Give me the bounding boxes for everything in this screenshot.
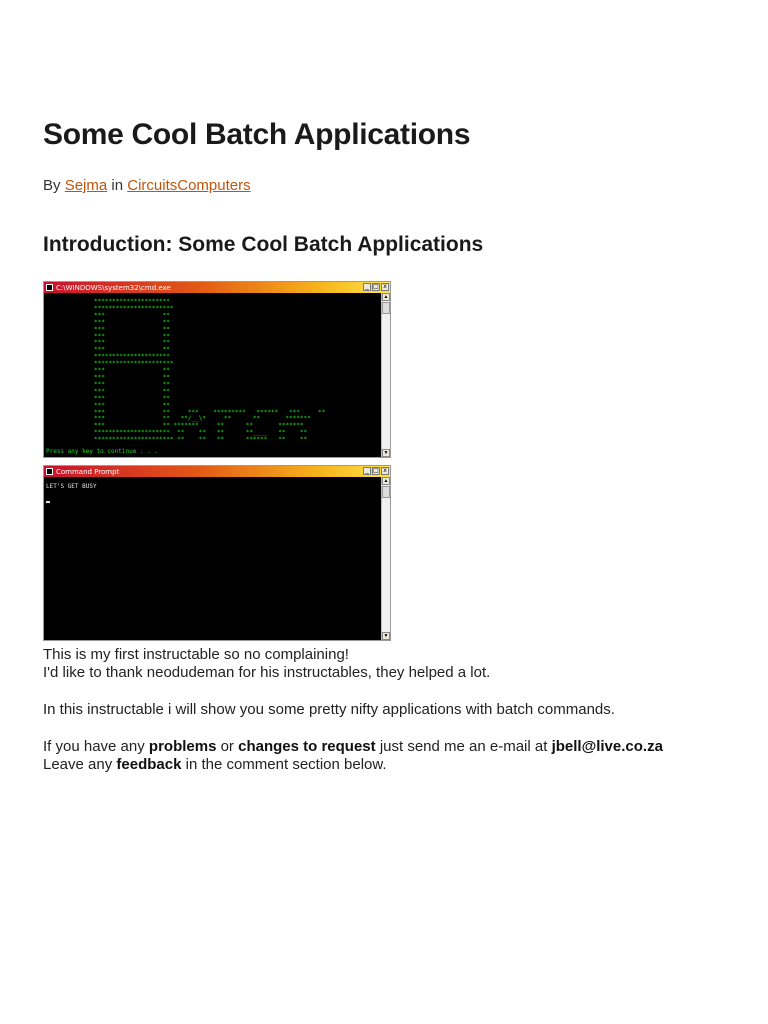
- minimize-icon: _: [363, 467, 371, 475]
- paragraph-overview: In this instructable i will show you some pretty nifty applications with batch commands.: [43, 701, 615, 718]
- cmd-window-screenshot-1[interactable]: [43, 281, 391, 458]
- section-title: Introduction: Some Cool Batch Applications: [43, 233, 484, 256]
- author-link[interactable]: Sejma: [64, 177, 108, 194]
- window-titlebar: [44, 282, 390, 293]
- cmd-icon: [46, 468, 53, 475]
- paragraph-intro-line-1: This is my first instructable so no complaining!: [43, 646, 349, 663]
- console-output: [44, 293, 381, 457]
- byline-in: in: [111, 177, 124, 194]
- cmd-icon: [46, 284, 53, 291]
- window-titlebar: [44, 466, 390, 477]
- scroll-up-icon: ▲: [383, 478, 389, 484]
- scroll-thumb: [382, 302, 390, 314]
- maximize-icon: □: [373, 283, 379, 290]
- close-icon: x: [381, 283, 389, 291]
- console-output: [44, 477, 381, 640]
- category-link[interactable]: CircuitsComputers: [127, 177, 251, 194]
- scroll-down-icon: ▼: [383, 633, 389, 639]
- bold-feedback: feedback: [116, 756, 182, 773]
- text-segment: If you have any: [43, 738, 149, 755]
- scroll-down-icon: ▼: [383, 450, 389, 456]
- byline: [43, 177, 251, 194]
- scroll-thumb: [382, 486, 390, 498]
- window-title: Command Prompt: [56, 467, 120, 476]
- ascii-art: ********************* ********************** *** ** *** ** *** ** *** ** *** ** *** ** ********************* ********************** *** ** *** ** *** ** *** ** *** ** *** ** *** ** *** ********* ****** *** ** *** ** **/__\* ** ** ******* *** ** ******* ** ** ******* ********************* ** ** ** **____ ** ** ********************** ** ** ** ****** ** **: [94, 298, 326, 444]
- window-buttons: [363, 467, 389, 475]
- text-cursor: [46, 501, 50, 503]
- maximize-icon: □: [373, 467, 379, 474]
- scroll-up-icon: ▲: [383, 294, 389, 300]
- window-title: C:\WINDOWS\system32\cmd.exe: [56, 283, 171, 292]
- close-icon: x: [381, 467, 389, 475]
- paragraph-feedback: [43, 756, 387, 774]
- scrollbar: [381, 477, 390, 640]
- email-address: jbell@live.co.za: [551, 738, 663, 755]
- byline-by: By: [43, 177, 61, 194]
- window-buttons: [363, 283, 389, 291]
- text-segment: Leave any: [43, 756, 117, 773]
- text-segment: just send me an e-mail at: [375, 738, 552, 755]
- bold-problems: problems: [148, 738, 217, 755]
- cmd-window-screenshot-2[interactable]: [43, 465, 391, 641]
- continue-prompt: Press any key to continue . . .: [46, 448, 158, 455]
- paragraph-contact: [43, 738, 663, 756]
- paragraph-intro-line-2: I'd like to thank neodudeman for his instructables, they helped a lot.: [43, 664, 491, 681]
- text-segment: or: [216, 738, 239, 755]
- page-title: Some Cool Batch Applications: [43, 118, 471, 151]
- bold-changes-to-request: changes to request: [238, 738, 376, 755]
- minimize-icon: _: [363, 283, 371, 291]
- console-text: LET'S GET BUSY: [46, 483, 97, 490]
- text-segment: in the comment section below.: [181, 756, 387, 773]
- scrollbar: [381, 293, 390, 457]
